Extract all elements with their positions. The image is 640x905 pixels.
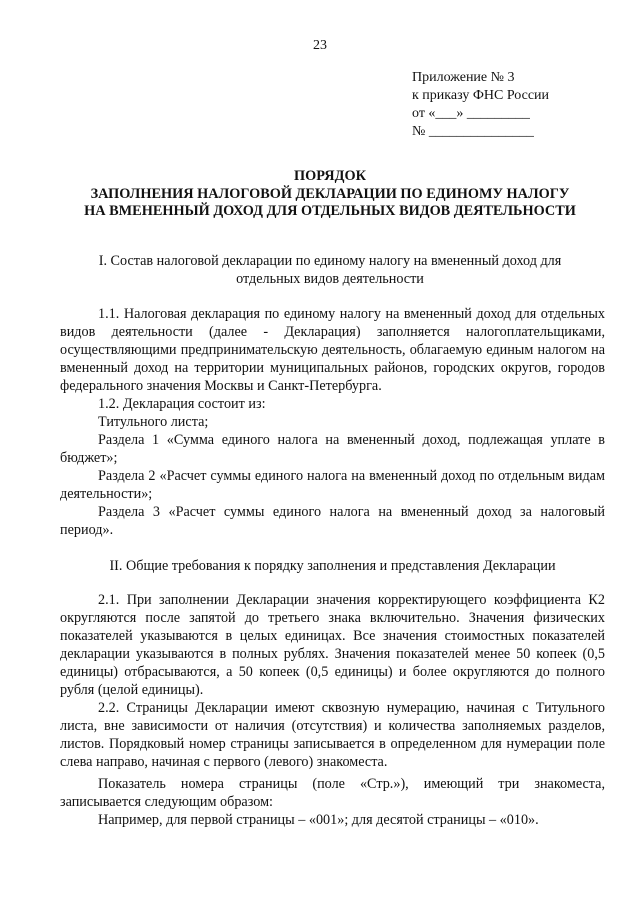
- paragraph-section-3: Раздела 3 «Расчет суммы единого налога на вмененный доход за налоговый период».: [60, 504, 605, 538]
- title-line-1: ПОРЯДОК: [294, 168, 366, 184]
- paragraph-example: Например, для первой страницы – «001»; для десятой страницы – «010».: [98, 812, 539, 828]
- paragraph-2-2: 2.2. Страницы Декларации имеют сквозную нумерацию, начиная с Титульного листа, вне зависимости от наличия (отсутствия) и количества заполняемых разделов, листов. Порядковый номер страницы записывается в определенном для нумерации поле слева направо, начиная с первого (левого) знакоместа.: [60, 700, 605, 770]
- appendix-line-4: № _______________: [412, 124, 534, 139]
- paragraph-1-2: 1.2. Декларация состоит из:: [98, 396, 266, 412]
- section-1-heading-line-1: I. Состав налоговой декларации по единому налогу на вмененный доход для: [98, 253, 562, 269]
- appendix-line-3: от «___» _________: [412, 106, 530, 121]
- appendix-block: [412, 69, 622, 141]
- appendix-line-2: к приказу ФНС России: [412, 88, 550, 103]
- paragraph-section-1: Раздела 1 «Сумма единого налога на вмененный доход, подлежащая уплате в бюджет»;: [60, 432, 605, 466]
- paragraph-title-sheet: Титульного листа;: [98, 414, 209, 430]
- page-number: 23: [313, 38, 327, 53]
- document-title: [50, 168, 610, 221]
- appendix-line-1: Приложение № 3: [412, 70, 515, 85]
- document-body: [60, 305, 605, 829]
- paragraph-1-1: 1.1. Налоговая декларация по единому налогу на вмененный доход для отдельных видов деятельности (далее - Декларация) заполняется налогоплательщиками, осуществляющими предпринимательскую деятельность, облагаемую единым налогом на вмененный доход на территории муниципальных районов, городских округов, городов федерального значения Москвы и Санкт-Петербурга.: [60, 306, 605, 394]
- title-line-2: ЗАПОЛНЕНИЯ НАЛОГОВОЙ ДЕКЛАРАЦИИ ПО ЕДИНОМУ НАЛОГУ: [90, 185, 570, 202]
- section-1-heading: [60, 252, 600, 288]
- paragraph-page-number-field: Показатель номера страницы (поле «Стр.»), имеющий три знакоместа, записывается следующим образом:: [60, 776, 605, 810]
- paragraph-2-1: 2.1. При заполнении Декларации значения корректирующего коэффициента К2 округляются после запятой до третьего знака включительно. Значения физических показателей указываются в целых единицах. Все значения стоимостных показателей декларации указываются в полных рублях. Значения показателей менее 50 копеек (0,5 единицы) отбрасываются, а 50 копеек (0,5 единицы) и более округляются до полного рубля (целой единицы).: [60, 592, 605, 698]
- section-2-heading: II. Общие требования к порядку заполнения и представления Декларации: [109, 558, 556, 574]
- title-line-3: НА ВМЕНЕННЫЙ ДОХОД ДЛЯ ОТДЕЛЬНЫХ ВИДОВ ДЕЯТЕЛЬНОСТИ: [84, 203, 576, 219]
- paragraph-section-2: Раздела 2 «Расчет суммы единого налога на вмененный доход по отдельным видам деятельности»;: [60, 468, 605, 502]
- section-1-heading-line-2: отдельных видов деятельности: [236, 271, 424, 287]
